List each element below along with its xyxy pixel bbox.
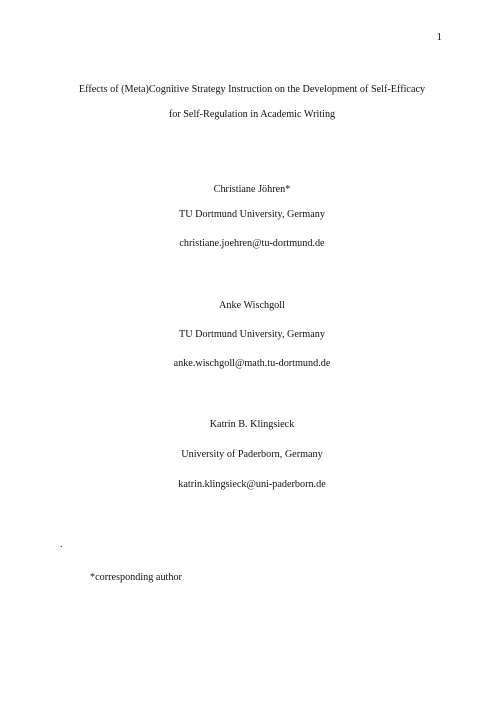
title-line-1: Effects of (Meta)Cognitive Strategy Instruction on the Development of Self-Efficacy bbox=[78, 84, 426, 95]
author-1-name: Christiane Jöhren* bbox=[213, 184, 291, 195]
title-line-2: for Self-Regulation in Academic Writing bbox=[168, 109, 336, 120]
page-number: 1 bbox=[436, 31, 442, 43]
author-2-email: anke.wischgoll@math.tu-dortmund.de bbox=[173, 358, 331, 369]
author-3-name: Katrin B. Klingsieck bbox=[209, 419, 295, 430]
author-3-affiliation: University of Paderborn, Germany bbox=[181, 449, 323, 460]
author-3-email: katrin.klingsieck@uni-paderborn.de bbox=[178, 479, 326, 490]
author-2-name: Anke Wischgoll bbox=[219, 300, 285, 311]
author-2-affiliation: TU Dortmund University, Germany bbox=[179, 329, 325, 340]
author-1-affiliation: TU Dortmund University, Germany bbox=[179, 209, 325, 220]
author-1-email: christiane.joehren@tu-dortmund.de bbox=[179, 238, 325, 249]
corresponding-author-note: *corresponding author bbox=[90, 572, 182, 583]
stray-dot: . bbox=[60, 539, 63, 550]
